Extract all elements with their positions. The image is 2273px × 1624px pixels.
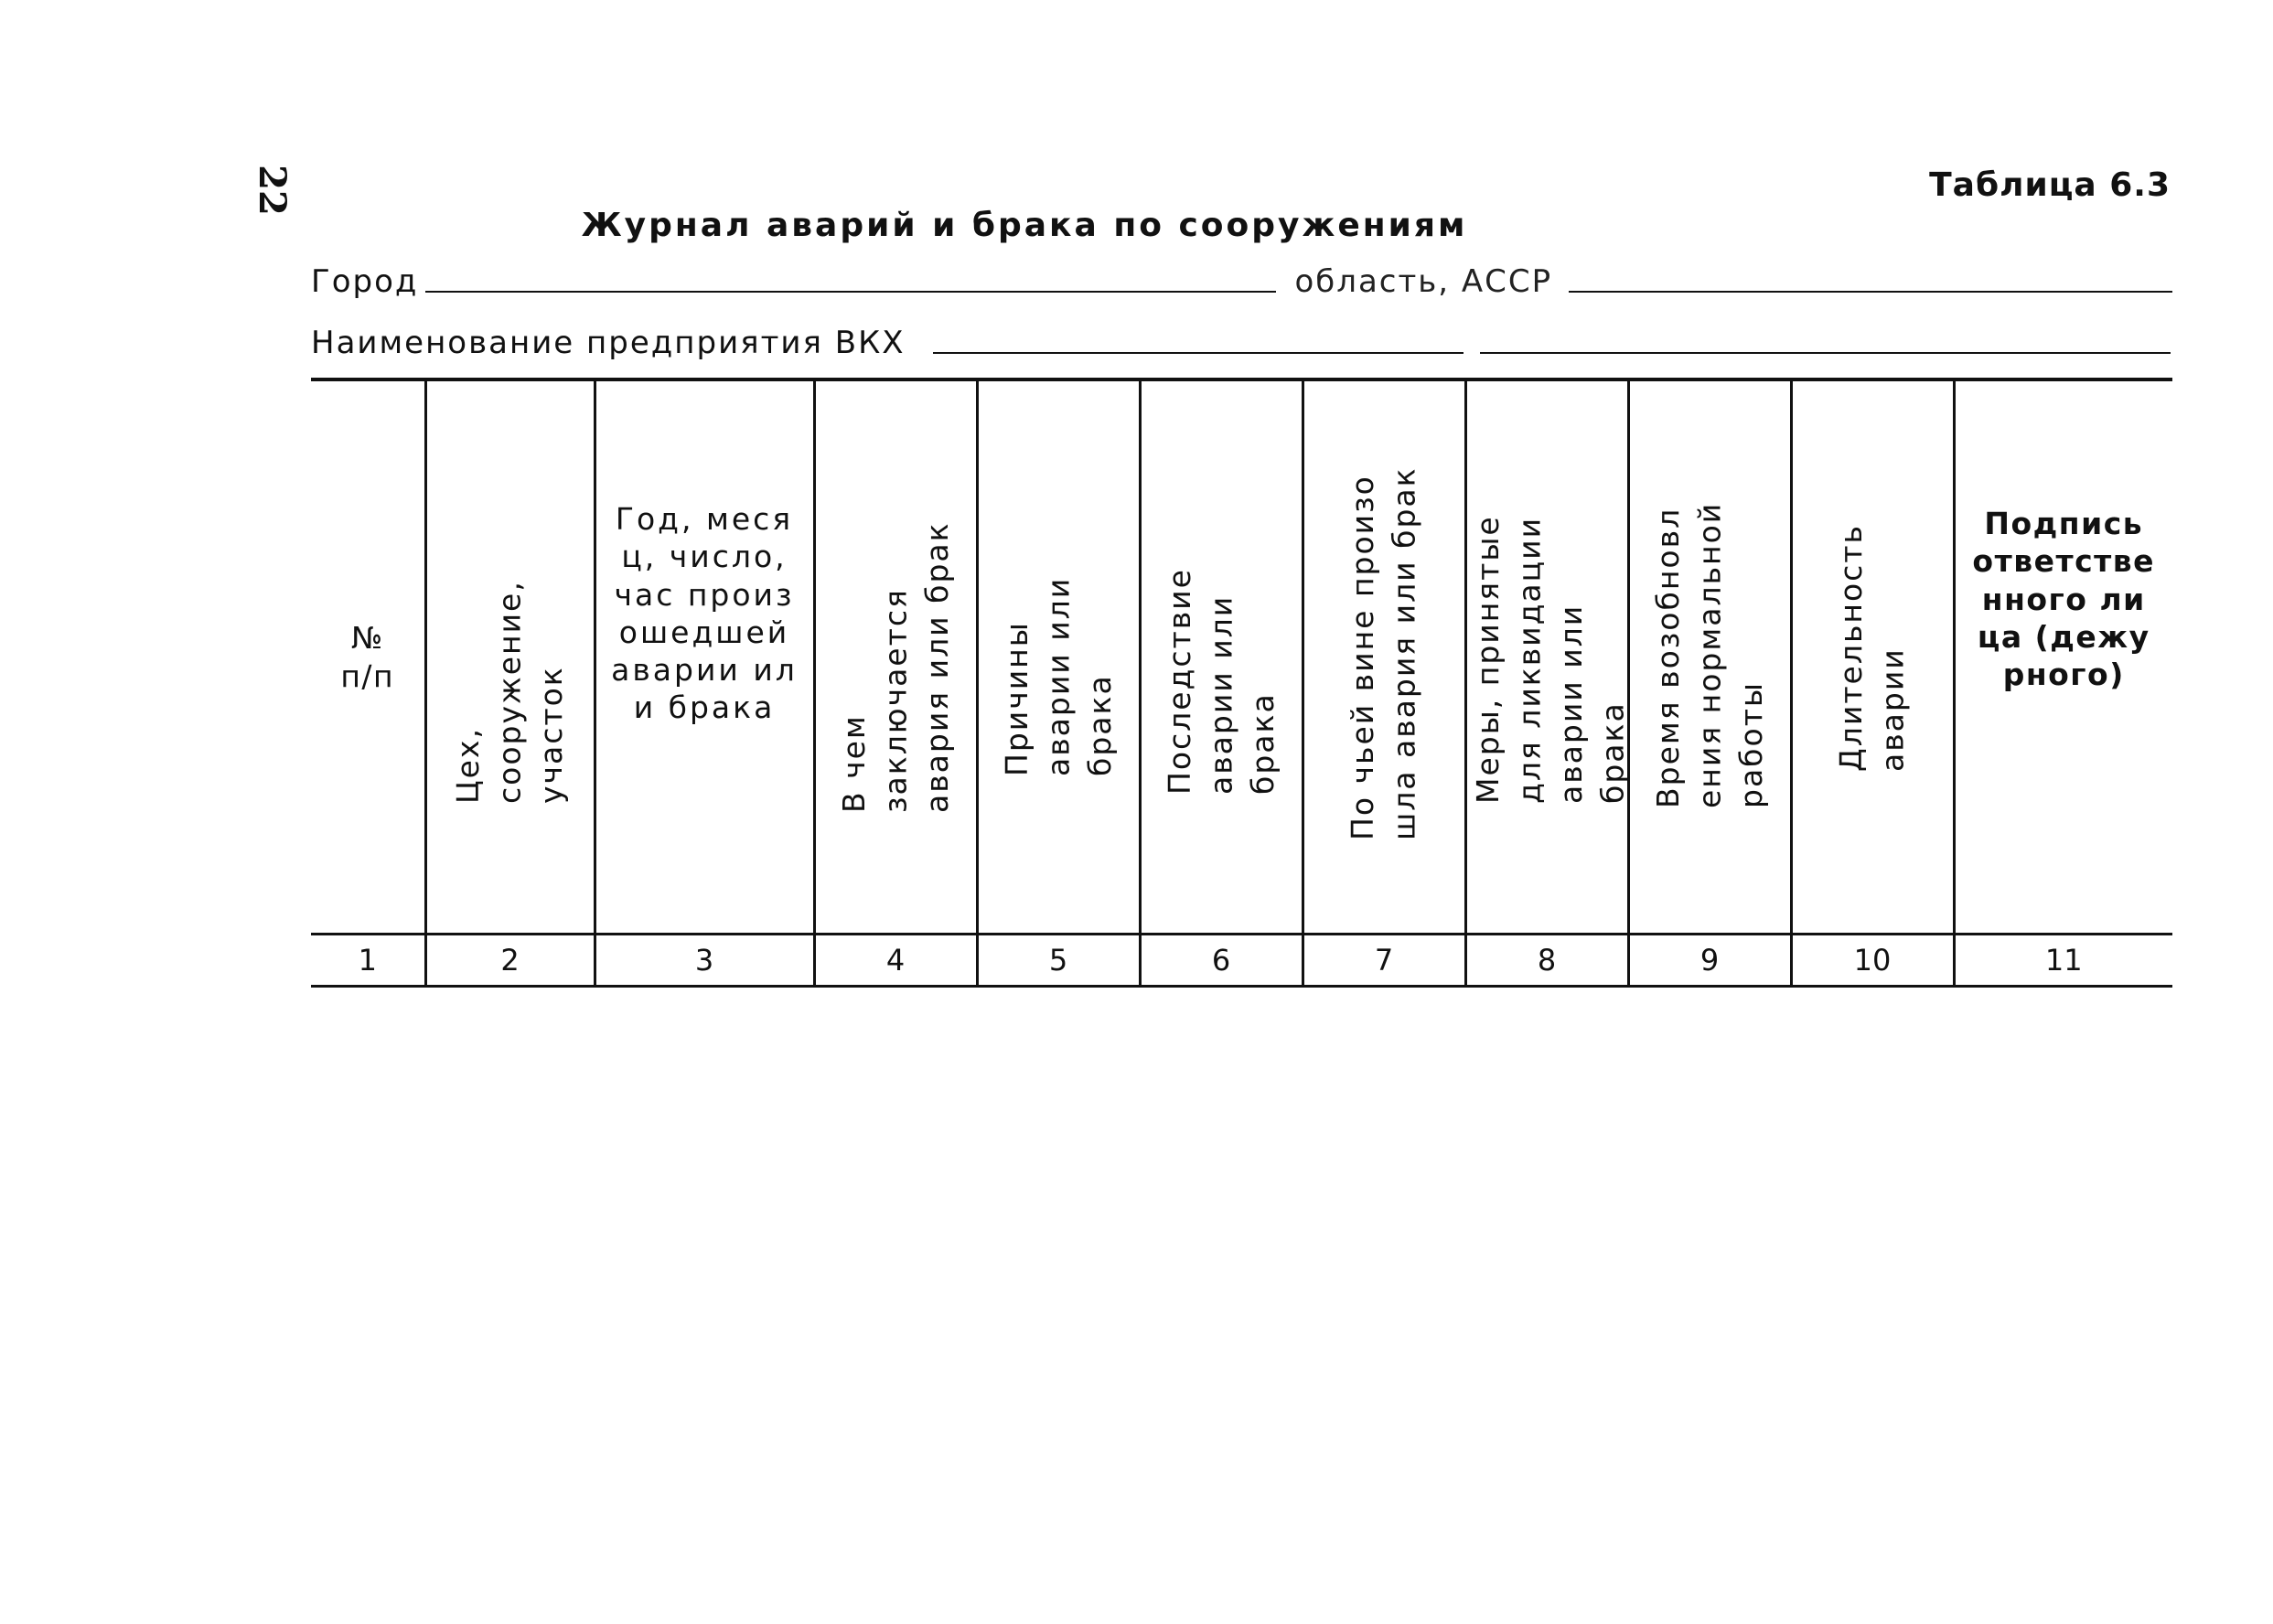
column-number: 5 [977, 935, 1140, 987]
enterprise-row [311, 315, 2172, 361]
header-cell-7 [1303, 379, 1465, 935]
column-number: 7 [1303, 935, 1465, 987]
header-text-6: Последствие аварии или брака [1161, 567, 1281, 795]
column-number: 4 [814, 935, 977, 987]
header-row [311, 379, 2172, 935]
document-title: Журнал аварий и брака по сооружениям [581, 207, 1468, 244]
column-number: 10 [1791, 935, 1954, 987]
column-number: 3 [595, 935, 814, 987]
header-cell-8 [1465, 379, 1631, 935]
header-text-8: Меры, принятые для ликвидации аварии или брака [1469, 515, 1631, 804]
column-number: 2 [425, 935, 595, 987]
column-number-row [311, 935, 2172, 987]
page-number: 22 [251, 165, 295, 216]
header-text-5: Причины аварии или брака [998, 576, 1118, 776]
header-cell-4 [814, 379, 977, 935]
header-cell-9 [1628, 379, 1791, 935]
journal-table [311, 378, 2172, 988]
city-label: Город [311, 263, 419, 300]
column-number: 8 [1465, 935, 1628, 987]
column-number: 9 [1628, 935, 1791, 987]
header-cell-11 [1954, 379, 2172, 935]
city-region-row [311, 254, 2172, 300]
header-text-3: Год, месяц, число, час произошедшей аварии или брака [611, 501, 798, 726]
header-text-7: По чьей вине произошла авария или брак [1345, 466, 1422, 840]
header-cell-10 [1791, 379, 1954, 935]
enterprise-label: Наименование предприятия ВКХ [311, 325, 906, 361]
column-number: 11 [1954, 935, 2172, 987]
header-text-11: Подпись ответственного лица (дежурного) [1972, 506, 2156, 692]
header-text-9: Время возобновления нормальной работы [1649, 501, 1769, 808]
header-cell-5 [977, 379, 1140, 935]
header-text-1: № п/п [340, 620, 395, 694]
header-text-10: Длительность аварии [1833, 523, 1911, 772]
column-number: 1 [311, 935, 425, 987]
enterprise-field-line-2[interactable] [1480, 352, 2171, 354]
header-text-4: В чем заключается авария или брак [835, 521, 955, 813]
city-field-line[interactable] [425, 291, 1276, 293]
table-label: Таблица 6.3 [1929, 166, 2171, 204]
header-cell-2 [425, 379, 595, 935]
header-text-2: Цех, сооружение, участок [450, 580, 570, 804]
enterprise-field-line-1[interactable] [933, 352, 1464, 354]
header-cell-6 [1140, 379, 1303, 935]
region-field-line[interactable] [1569, 291, 2172, 293]
region-label: область, АССР [1294, 263, 1553, 300]
column-number: 6 [1140, 935, 1303, 987]
header-cell-3 [595, 379, 814, 935]
header-cell-1 [311, 379, 425, 935]
